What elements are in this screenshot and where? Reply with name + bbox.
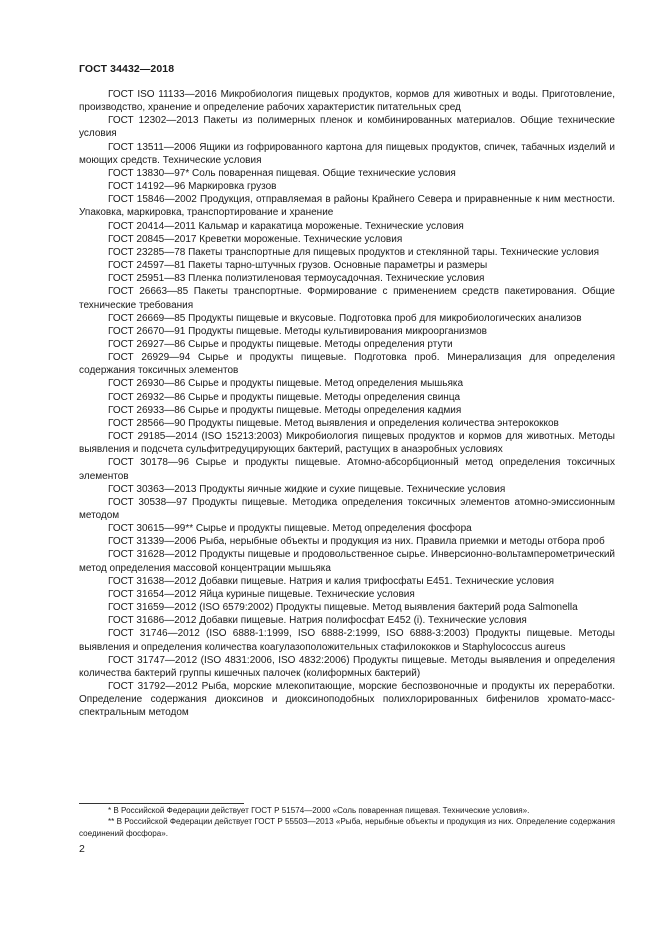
reference-entry: ГОСТ 31746—2012 (ISO 6888-1:1999, ISO 6888-2:1999, ISO 6888-3:2003) Продукты пищевые. Методы выявления и определения количества коагулазоположительных стафилококков и Staphylococcus aureus bbox=[79, 628, 615, 653]
reference-entry: ГОСТ 30538—97 Продукты пищевые. Методика определения токсичных элементов атомно-эмиссионным методом bbox=[79, 496, 615, 521]
reference-entry: ГОСТ 31659—2012 (ISO 6579:2002) Продукты пищевые. Метод выявления бактерий рода Salmonella bbox=[108, 602, 578, 614]
reference-entry: ГОСТ 25951—83 Пленка полиэтиленовая термоусадочная. Технические условия bbox=[108, 273, 485, 285]
reference-entry: ГОСТ 13830—97* Соль поваренная пищевая. Общие технические условия bbox=[108, 167, 456, 179]
reference-entry: ГОСТ 31792—2012 Рыба, морские млекопитающие, морские беспозвоночные и продукты их переработки. Определение содержания диоксинов и диоксиноподобных полихлорированных бифенилов хромато-масс-спектральным методом bbox=[79, 681, 615, 719]
reference-entry: ГОСТ 28566—90 Продукты пищевые. Метод выявления и определения количества энтерококков bbox=[108, 417, 559, 429]
reference-entry: ГОСТ 31654—2012 Яйца куриные пищевые. Технические условия bbox=[108, 588, 415, 600]
reference-entry: ГОСТ 26927—86 Сырье и продукты пищевые. Методы определения ртути bbox=[108, 338, 453, 350]
reference-entry: ГОСТ 23285—78 Пакеты транспортные для пищевых продуктов и стеклянной тары. Технические условия bbox=[108, 246, 600, 258]
footnote: ** В Российской Федерации действует ГОСТ Р 55503—2013 «Рыба, нерыбные объекты и продукция из них. Определение содержания соединений фосфора». bbox=[79, 817, 615, 838]
reference-entry: ГОСТ 31747—2012 (ISO 4831:2006, ISO 4832:2006) Продукты пищевые. Методы выявления и определения количества бактерий группы кишечных палочек (колиформных бактерий) bbox=[79, 654, 615, 679]
reference-entry: ГОСТ ISO 11133—2016 Микробиология пищевых продуктов, кормов для животных и воды. Приготовление, производство, хранение и определение рабочих характеристик питательных сред bbox=[79, 89, 615, 114]
reference-entry: ГОСТ 26929—94 Сырье и продукты пищевые. Подготовка проб. Минерализация для определения содержания токсичных элементов bbox=[79, 352, 615, 377]
reference-entry: ГОСТ 26670—91 Продукты пищевые. Методы культивирования микроорганизмов bbox=[108, 325, 487, 337]
reference-entry: ГОСТ 24597—81 Пакеты тарно-штучных грузов. Основные параметры и размеры bbox=[108, 260, 488, 272]
reference-entry: ГОСТ 12302—2013 Пакеты из полимерных пленок и комбинированных материалов. Общие технические условия bbox=[79, 115, 615, 140]
reference-entry: ГОСТ 14192—96 Маркировка грузов bbox=[108, 181, 277, 193]
footnote: * В Российской Федерации действует ГОСТ Р 51574—2000 «Соль поваренная пищевая. Технические условия». bbox=[108, 806, 530, 815]
reference-entry: ГОСТ 26932—86 Сырье и продукты пищевые. Методы определения свинца bbox=[108, 391, 461, 403]
reference-entry: ГОСТ 26669—85 Продукты пищевые и вкусовые. Подготовка проб для микробиологических анализов bbox=[108, 312, 582, 324]
references-list bbox=[79, 88, 615, 720]
footnotes bbox=[79, 803, 615, 839]
reference-entry: ГОСТ 20414—2011 Кальмар и каракатица мороженые. Технические условия bbox=[108, 220, 464, 232]
reference-entry: ГОСТ 31638—2012 Добавки пищевые. Натрия и калия трифосфаты Е451. Технические условия bbox=[108, 575, 555, 587]
document-header: ГОСТ 34432—2018 bbox=[79, 63, 175, 75]
reference-entry: ГОСТ 30615—99** Сырье и продукты пищевые. Метод определения фосфора bbox=[108, 523, 472, 535]
page-number: 2 bbox=[79, 843, 85, 855]
reference-entry: ГОСТ 20845—2017 Креветки мороженые. Технические условия bbox=[108, 233, 403, 245]
reference-entry: ГОСТ 31686—2012 Добавки пищевые. Натрия полифосфат Е452 (i). Технические условия bbox=[108, 615, 527, 627]
reference-entry: ГОСТ 15846—2002 Продукция, отправляемая в районы Крайнего Севера и приравненные к ним местности. Упаковка, маркировка, транспортирование и хранение bbox=[79, 194, 615, 219]
reference-entry: ГОСТ 13511—2006 Ящики из гофрированного картона для пищевых продуктов, спичек, табачных изделий и моющих средств. Технические условия bbox=[79, 141, 615, 166]
footnote-divider bbox=[79, 803, 244, 804]
reference-entry: ГОСТ 31628—2012 Продукты пищевые и продовольственное сырье. Инверсионно-вольтамперометрический метод определения массовой концентрации мышьяка bbox=[79, 549, 615, 574]
reference-entry: ГОСТ 30178—96 Сырье и продукты пищевые. Атомно-абсорбционный метод определения токсичных элементов bbox=[79, 457, 615, 482]
reference-entry: ГОСТ 26933—86 Сырье и продукты пищевые. Методы определения кадмия bbox=[108, 404, 462, 416]
reference-entry: ГОСТ 26930—86 Сырье и продукты пищевые. Метод определения мышьяка bbox=[108, 378, 464, 390]
reference-entry: ГОСТ 26663—85 Пакеты транспортные. Формирование с применением средств пакетирования. Общие технические требования bbox=[79, 286, 615, 311]
reference-entry: ГОСТ 29185—2014 (ISO 15213:2003) Микробиология пищевых продуктов и кормов для животных. Методы выявления и подсчета сульфитредуцирующих бактерий, растущих в анаэробных условиях bbox=[79, 431, 615, 456]
reference-entry: ГОСТ 30363—2013 Продукты яичные жидкие и сухие пищевые. Технические условия bbox=[108, 483, 506, 495]
reference-entry: ГОСТ 31339—2006 Рыба, нерыбные объекты и продукция из них. Правила приемки и методы отбора проб bbox=[108, 536, 605, 548]
